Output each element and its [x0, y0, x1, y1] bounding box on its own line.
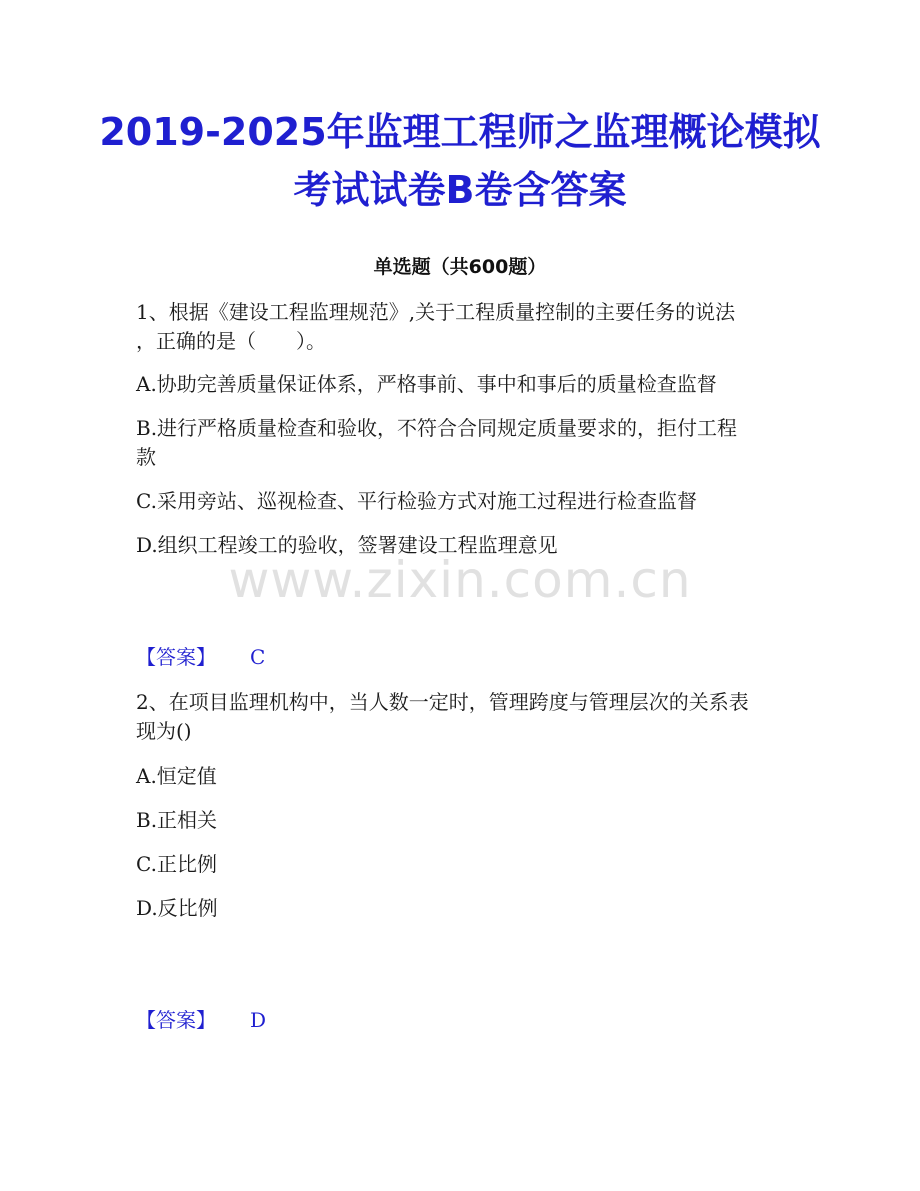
option-b-continuation: 款	[136, 445, 156, 469]
question-stem-line: 1、根据《建设工程监理规范》,关于工程质量控制的主要任务的说法	[136, 300, 736, 324]
option-d: D.组织工程竣工的验收，签署建设工程监理意见	[136, 533, 558, 557]
answer-value: D	[250, 1008, 267, 1032]
question-stem-line: 2、在项目监理机构中，当人数一定时，管理跨度与管理层次的关系表	[136, 690, 749, 714]
answer-label: 【答案】	[136, 1008, 216, 1032]
option-c: C.采用旁站、巡视检查、平行检验方式对施工过程进行检查监督	[136, 489, 697, 513]
option-b: B.正相关	[136, 808, 218, 832]
option-c: C.正比例	[136, 852, 217, 876]
question-stem-line: 现为()	[136, 719, 192, 743]
option-a: A.恒定值	[136, 764, 217, 788]
watermark: www.zixin.com.cn	[228, 551, 692, 609]
option-d: D.反比例	[136, 896, 218, 920]
document-title-line-2: 考试试卷B卷含答案	[293, 168, 627, 212]
document-title-line-1: 2019-2025年监理工程师之监理概论模拟	[99, 110, 821, 154]
option-a: A.协助完善质量保证体系，严格事前、事中和事后的质量检查监督	[136, 372, 717, 396]
section-heading: 单选题（共600题）	[373, 256, 547, 278]
question-stem-line: ，正确的是（ ）。	[136, 329, 326, 353]
option-b: B.进行严格质量检查和验收，不符合合同规定质量要求的，拒付工程	[136, 416, 738, 440]
answer-value: C	[250, 645, 266, 669]
answer-label: 【答案】	[136, 645, 216, 669]
